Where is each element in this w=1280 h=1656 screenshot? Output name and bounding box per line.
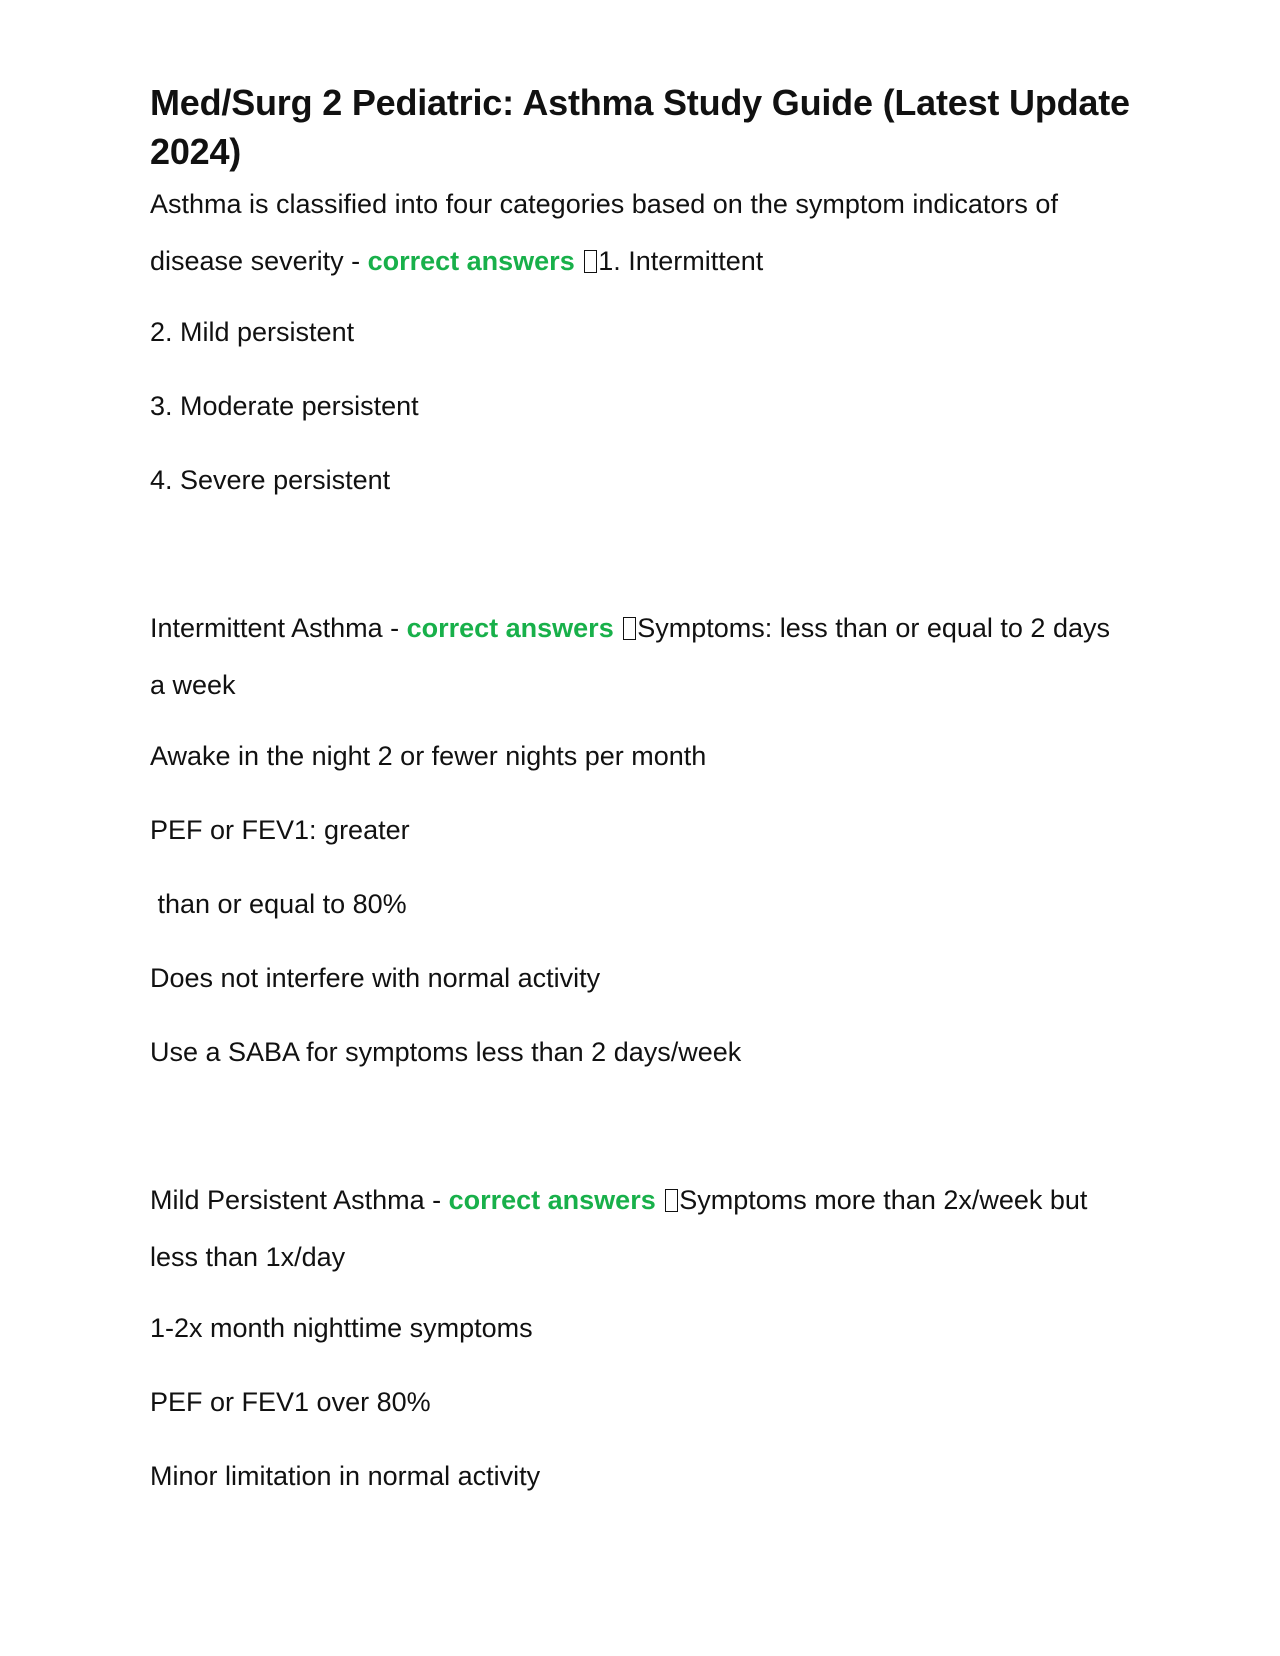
answer-marker: correct answers [448,1185,656,1215]
document-page [150,78,1130,1522]
question-paragraph [150,176,1130,290]
missing-glyph-icon [584,250,597,273]
answer-marker: correct answers [367,246,575,276]
missing-glyph-icon [665,1189,678,1212]
question-paragraph [150,600,1130,714]
answer-line: Does not interfere with normal activity [150,963,601,993]
question-text: Asthma is classified into four categories based on the symptom indicators of disease severity - [150,189,1058,276]
answer-line: PEF or FEV1: greater [150,815,410,845]
question-text: Mild Persistent Asthma - [150,1185,449,1215]
answer-line: 4. Severe persistent [150,465,391,495]
answer-line: 3. Moderate persistent [150,391,419,421]
question-text: Intermittent Asthma - [150,613,407,643]
answer-line: PEF or FEV1 over 80% [150,1387,431,1417]
answer-line: 1-2x month nighttime symptoms [150,1313,533,1343]
answer-first-line: Symptoms more than 2x/week but less than 1x/day [150,1185,1088,1272]
question-paragraph [150,1172,1130,1286]
missing-glyph-icon [623,617,636,640]
answer-line: Awake in the night 2 or fewer nights per month [150,741,707,771]
answer-first-line: 1. Intermittent [598,246,764,276]
answer-line: 2. Mild persistent [150,317,355,347]
answer-line: Use a SABA for symptoms less than 2 days/week [150,1037,742,1067]
qa-section [150,600,1130,1098]
section-gap [150,1098,1130,1172]
answer-first-line: Symptoms: less than or equal to 2 days a week [150,613,1110,700]
answer-marker: correct answers [406,613,614,643]
qa-section [150,1172,1130,1522]
answer-line: Minor limitation in normal activity [150,1461,541,1491]
section-gap [150,526,1130,600]
answer-line: than or equal to 80% [150,889,407,919]
qa-section [150,176,1130,526]
document-title: Med/Surg 2 Pediatric: Asthma Study Guide (Latest Update 2024) [150,82,1130,172]
